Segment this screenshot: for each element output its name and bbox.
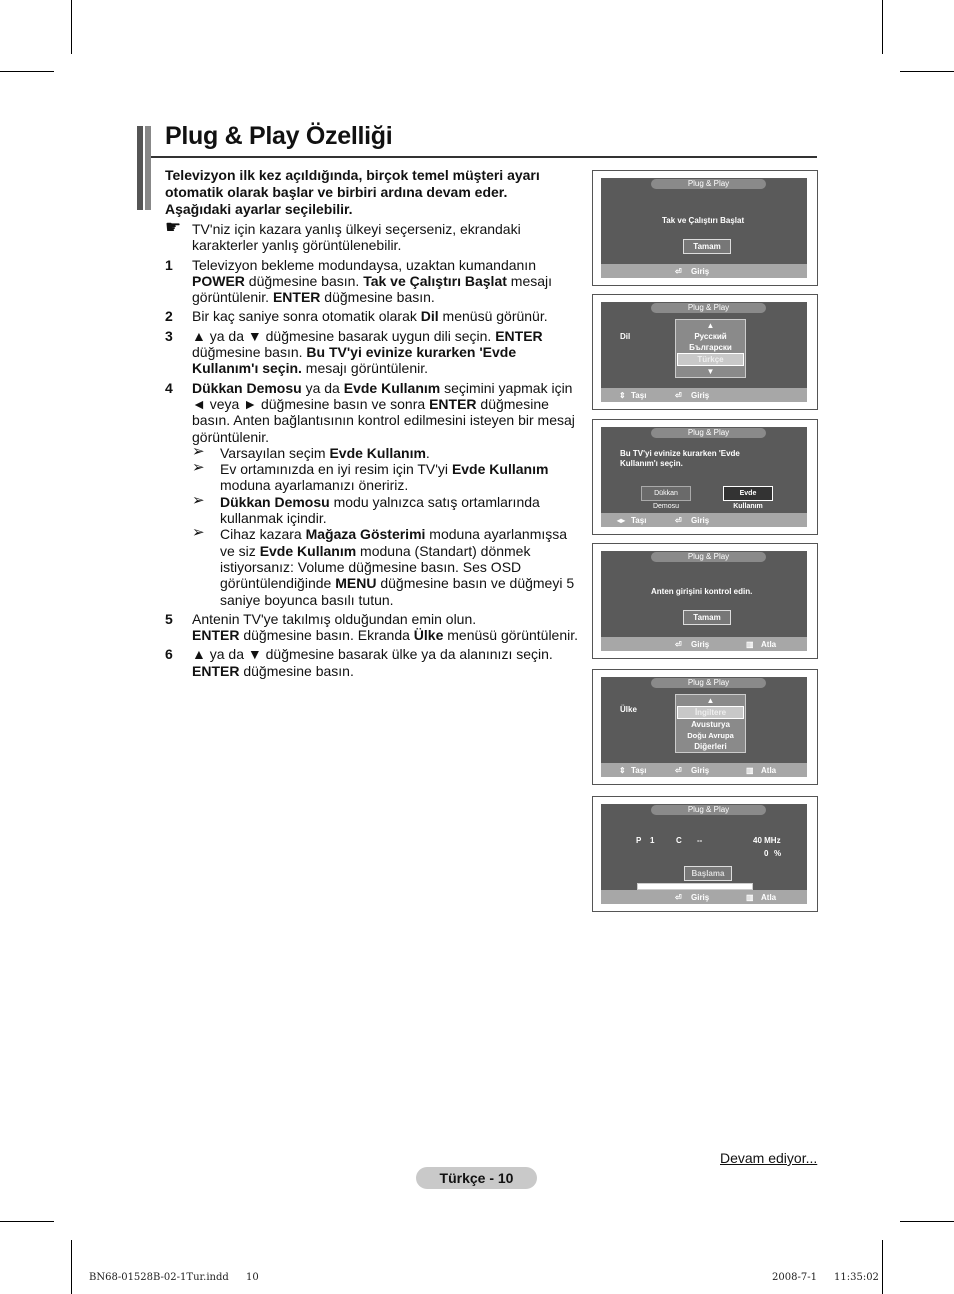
step-text: düğmesine basın. [244,272,364,289]
step-text: Televizyon bekleme modundaysa, uzaktan kumandanın [192,256,536,273]
enter-icon: ⏎ [675,893,682,902]
continued-link: Devam ediyor... [720,1150,818,1166]
pointing-hand-icon: ☛ [165,217,182,237]
step-bold: Dil [420,308,439,325]
step-5 [165,611,585,644]
language-list [675,319,746,378]
step-text: Bir kaç saniye sonra otomatik olarak [192,308,421,325]
step-text: düğmesine basın. Ekranda [239,627,414,644]
footer-date: 2008-7-1 [772,1272,817,1283]
home-use-option[interactable]: Evde Kullanım [723,486,773,501]
step-6 [165,646,585,679]
step-text: ▲ ya da ▼ düğmesine basarak uygun dili seçin. [192,327,496,344]
crop-mark [0,71,54,72]
title-accent-bar [145,126,151,210]
step-bold: Evde Kullanım [343,379,441,396]
note-text: TV'niz için kazara yanlış ülkeyi seçerseniz, ekrandaki karakterler yanlış görüntülenebilir. [192,221,521,254]
start-button[interactable]: Başlama [684,866,732,881]
move-label: Taşı [631,516,647,525]
list-item[interactable]: Русский [694,332,727,341]
skip-icon: ▥ [746,766,754,775]
step-bold: ENTER [429,395,477,412]
osd-panel [601,551,807,651]
enter-label: Giriş [691,766,710,775]
step-bold: ENTER [192,662,240,679]
instructions [165,217,585,682]
osd-header: Plug & Play [651,428,766,438]
step-bold: Bu TV'yi evinize kurarken 'Evde Kullanım'ı seçin. [192,344,517,377]
step-bold: Dükkan Demosu [192,379,302,396]
move-label: Taşı [631,766,647,775]
page-title: Plug & Play Özelliği [165,122,393,150]
sub-text: Cihaz kazara [220,526,306,543]
sub-bold: Evde Kullanım [329,444,426,461]
step-text: menüsü görünür. [438,308,548,325]
move-icon: ⇕ [619,391,626,400]
osd-screen-antenna [592,543,818,659]
osd-bottom-bar [601,763,807,777]
arrow-note-icon: ➢ [192,459,205,477]
step-text: düğmesine basın. [192,344,307,361]
scroll-up-icon[interactable]: ▲ [706,696,715,705]
move-label: Taşı [631,391,647,400]
osd-message: Anten girişini kontrol edin. [651,587,753,596]
osd-header: Plug & Play [651,179,766,189]
footer-time: 11:35:02 [834,1272,879,1283]
list-item[interactable]: Български [689,343,732,352]
sub-note [192,526,585,607]
skip-label: Atla [761,640,777,649]
osd-message: Bu TV'yi evinize kurarken 'Evde [620,449,740,458]
osd-panel [601,804,807,904]
step-3 [165,328,585,377]
step-1 [165,257,585,306]
list-item-selected[interactable]: İngiltere [677,706,744,719]
step-number: 6 [165,646,173,663]
step-text: ▲ ya da ▼ düğmesine basarak ülke ya da alanınızı seçin. [192,646,553,663]
sub-text: . [425,444,430,461]
osd-header: Plug & Play [651,678,766,688]
step-bold: ENTER [495,327,543,344]
step-text: düğmesine basın. Anten bağlantısının kontrol edilmesini isteyen bir mesaj görüntülenir. [192,395,575,445]
enter-label: Giriş [691,391,710,400]
step-text: mesajı görüntülenir. [301,360,428,377]
footer-filename: BN68-01528B-02-1Tur.indd [89,1272,229,1283]
osd-screen-start [592,170,818,286]
program-label: P [636,836,642,845]
arrow-note-icon: ➢ [192,491,205,509]
enter-icon: ⏎ [675,640,682,649]
page-number-badge: Türkçe - 10 [416,1167,537,1189]
skip-icon: ▥ [746,640,754,649]
enter-label: Giriş [691,267,710,276]
step-bold: ENTER [272,289,321,306]
progress-bar [637,883,753,890]
intro-text: Televizyon ilk kez açıldığında, birçok temel müşteri ayarı otomatik olarak başlar ve birbiri ardına devam eder. Aşağıdaki ayarlar seçilebilir. [165,167,540,217]
step-number: 5 [165,610,173,627]
step-bold: Ülke [413,627,444,644]
sub-text: moduna ayarlanmışsa ve siz [220,526,568,559]
step-bold: Tak ve Çalıştırı Başlat [363,272,507,289]
step-2 [165,308,585,324]
scroll-down-icon[interactable]: ▼ [706,367,715,376]
osd-screen-language [592,294,818,410]
osd-panel [601,302,807,402]
step-bold: ENTER [192,627,240,644]
crop-mark [71,1240,72,1294]
enter-icon: ⏎ [675,267,682,276]
osd-label: Dil [620,332,631,341]
enter-label: Giriş [691,640,710,649]
step-text: düğmesine basın. [320,289,435,306]
osd-bottom-bar [601,513,807,527]
list-item[interactable]: Diğerleri [694,742,727,751]
sub-text: modu yalnızca satış ortamlarında kullanmak içindir. [220,493,540,527]
osd-label: Ülke [620,705,637,714]
title-accent-bar [137,126,143,210]
step-text: düğmesine basın. [239,662,354,679]
channel-number: -- [697,836,703,845]
crop-mark [900,71,954,72]
ok-button[interactable]: Tamam [683,610,731,625]
crop-mark [882,0,883,54]
sub-bold: Mağaza Gösterimi [305,526,426,543]
crop-mark [71,0,72,54]
osd-panel [601,427,807,527]
ok-button[interactable]: Tamam [683,239,731,254]
move-icon: ◂▸ [617,516,626,525]
percent-symbol: % [774,849,782,858]
frequency: 40 MHz [753,836,781,845]
enter-icon: ⏎ [675,516,682,525]
footer-page: 10 [246,1272,259,1283]
step-text: seçimini yapmak için ◄ veya ► düğmesine basın ve sonra [192,379,573,412]
osd-bottom-bar [601,388,807,402]
list-item[interactable]: Avusturya [691,720,730,729]
step-number: 2 [165,308,173,325]
country-list [675,694,746,753]
osd-screen-mode [592,419,818,535]
arrow-note-icon: ➢ [192,442,205,460]
title-rule [151,156,817,158]
move-icon: ⇕ [619,766,626,775]
skip-label: Atla [761,766,777,775]
sub-text: moduna (Standart) dönmek istiyorsanız: Volume düğmesine basın. Ses OSD görüntülendiğinde [220,542,531,592]
progress-percent: 0 [764,849,769,858]
sub-note [192,461,585,494]
osd-header: Plug & Play [651,552,766,562]
channel-label: C [676,836,682,845]
sub-text: Varsayılan seçim [220,444,330,461]
crop-mark [900,1221,954,1222]
enter-label: Giriş [691,893,710,902]
step-number: 4 [165,379,173,396]
step-number: 1 [165,256,173,273]
crop-mark [882,1240,883,1294]
sub-bold: Dükkan Demosu [220,493,330,510]
osd-bottom-bar [601,264,807,278]
skip-icon: ▥ [746,893,754,902]
sub-bold: MENU [335,575,377,592]
enter-label: Giriş [691,516,710,525]
sub-text: moduna ayarlamanızı öneririz. [220,477,409,494]
sub-text: Ev ortamınızda en iyi resim için TV'yi [220,461,452,478]
osd-header: Plug & Play [651,303,766,313]
enter-icon: ⏎ [675,391,682,400]
crop-mark [0,1221,54,1222]
osd-bottom-bar [601,890,807,904]
skip-label: Atla [761,893,777,902]
osd-panel [601,178,807,278]
sub-bold: Evde Kullanım [259,542,357,559]
store-demo-option[interactable]: Dükkan Demosu [641,486,691,501]
sub-bold: Evde Kullanım [451,461,549,478]
osd-header: Plug & Play [651,805,766,815]
osd-screen-country [592,669,818,785]
step-number: 3 [165,327,173,344]
list-item[interactable]: Doğu Avrupa [687,731,734,740]
osd-message: Kullanım'ı seçin. [620,459,683,468]
step-text: menüsü görüntülenir. [443,627,579,644]
step-text: mesajı görüntülenir. [192,272,553,306]
enter-icon: ⏎ [675,766,682,775]
osd-panel [601,677,807,777]
list-item-selected[interactable]: Türkçe [677,353,744,366]
scroll-up-icon[interactable]: ▲ [706,321,715,330]
osd-message: Tak ve Çalıştırı Başlat [662,216,745,225]
step-text: Antenin TV'ye takılmış olduğundan emin olun. [192,610,477,627]
step-4 [165,380,585,608]
arrow-note-icon: ➢ [192,524,205,542]
program-number: 1 [650,836,655,845]
sub-note [192,442,585,461]
note [165,217,585,254]
osd-bottom-bar [601,637,807,651]
osd-screen-autostore [592,796,818,912]
step-text: ya da [301,379,344,396]
sub-note [192,491,585,527]
step-bold: POWER [192,272,245,289]
sub-text: düğmesine basın ve düğmeyi 5 saniye boyunca basılı tutun. [220,575,575,608]
